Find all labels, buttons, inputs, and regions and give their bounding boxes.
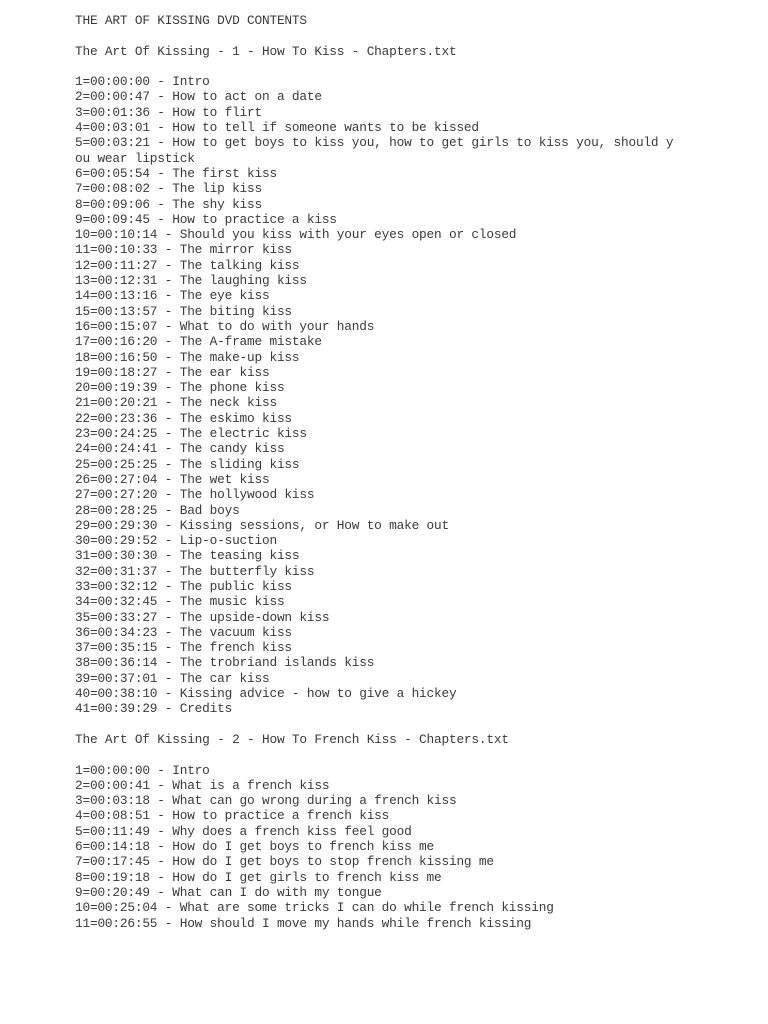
chapter-line: 19=00:18:27 - The ear kiss [75, 364, 270, 380]
chapter-line: 36=00:34:23 - The vacuum kiss [75, 624, 292, 640]
chapter-line: 3=00:03:18 - What can go wrong during a french kiss [75, 793, 457, 809]
chapter-line: 34=00:32:45 - The music kiss [75, 594, 285, 610]
chapter-line: ou wear lipstick [75, 150, 195, 166]
chapter-line: 40=00:38:10 - Kissing advice - how to give a hickey [75, 686, 457, 702]
chapter-line: 11=00:26:55 - How should I move my hands while french kissing [75, 915, 532, 931]
chapter-line: 9=00:20:49 - What can I do with my tongue [75, 884, 382, 900]
chapter-line: 39=00:37:01 - The car kiss [75, 670, 270, 686]
chapter-line: 8=00:19:18 - How do I get girls to french kiss me [75, 869, 442, 885]
blank-line [75, 717, 748, 732]
blank-line [75, 747, 748, 762]
chapter-line: 6=00:14:18 - How do I get boys to french kiss me [75, 839, 435, 855]
chapter-line: 5=00:11:49 - Why does a french kiss feel good [75, 823, 412, 839]
chapter-line: 8=00:09:06 - The shy kiss [75, 196, 262, 212]
chapter-line: 10=00:10:14 - Should you kiss with your eyes open or closed [75, 227, 517, 243]
chapter-line: 14=00:13:16 - The eye kiss [75, 288, 270, 304]
chapter-line: 28=00:28:25 - Bad boys [75, 502, 240, 518]
chapter-line: 30=00:29:52 - Lip-o-suction [75, 533, 277, 549]
chapter-line: 29=00:29:30 - Kissing sessions, or How to make out [75, 517, 449, 533]
chapter-line: 31=00:30:30 - The teasing kiss [75, 548, 300, 564]
section-heading: The Art Of Kissing - 2 - How To French Kiss - Chapters.txt [75, 731, 509, 747]
chapter-line: 25=00:25:25 - The sliding kiss [75, 456, 300, 472]
chapter-line: 35=00:33:27 - The upside-down kiss [75, 609, 330, 625]
chapter-list [75, 74, 748, 716]
chapter-line: 23=00:24:25 - The electric kiss [75, 426, 307, 442]
document-title: THE ART OF KISSING DVD CONTENTS [75, 13, 307, 28]
chapter-list [75, 763, 748, 931]
chapter-line: 2=00:00:47 - How to act on a date [75, 89, 322, 105]
chapter-line: 26=00:27:04 - The wet kiss [75, 471, 270, 487]
chapter-line: 37=00:35:15 - The french kiss [75, 640, 292, 656]
chapter-line: 10=00:25:04 - What are some tricks I can do while french kissing [75, 900, 554, 916]
blank-line [75, 28, 748, 43]
chapter-line: 3=00:01:36 - How to flirt [75, 104, 262, 120]
chapter-line: 21=00:20:21 - The neck kiss [75, 395, 277, 411]
chapter-line: 27=00:27:20 - The hollywood kiss [75, 487, 315, 503]
chapter-line: 33=00:32:12 - The public kiss [75, 578, 292, 594]
chapter-line: 4=00:03:01 - How to tell if someone wants to be kissed [75, 120, 479, 136]
chapter-line: 11=00:10:33 - The mirror kiss [75, 242, 292, 258]
section-heading: The Art Of Kissing - 1 - How To Kiss - Chapters.txt [75, 43, 457, 59]
chapter-line: 4=00:08:51 - How to practice a french kiss [75, 808, 390, 824]
chapter-line: 15=00:13:57 - The biting kiss [75, 303, 292, 319]
chapter-line: 7=00:08:02 - The lip kiss [75, 181, 262, 197]
chapter-line: 6=00:05:54 - The first kiss [75, 165, 277, 181]
chapter-line: 38=00:36:14 - The trobriand islands kiss [75, 655, 375, 671]
chapter-line: 17=00:16:20 - The A-frame mistake [75, 334, 322, 350]
chapter-line: 16=00:15:07 - What to do with your hands [75, 318, 375, 334]
chapter-line: 12=00:11:27 - The talking kiss [75, 257, 300, 273]
chapter-line: 1=00:00:00 - Intro [75, 74, 210, 90]
blank-line [75, 59, 748, 74]
chapter-line: 1=00:00:00 - Intro [75, 762, 210, 778]
chapter-line: 9=00:09:45 - How to practice a kiss [75, 211, 337, 227]
chapter-line: 2=00:00:41 - What is a french kiss [75, 777, 330, 793]
chapter-line: 32=00:31:37 - The butterfly kiss [75, 563, 315, 579]
chapter-line: 7=00:17:45 - How do I get boys to stop french kissing me [75, 854, 494, 870]
chapter-line: 22=00:23:36 - The eskimo kiss [75, 410, 292, 426]
chapter-line: 24=00:24:41 - The candy kiss [75, 441, 285, 457]
chapter-line: 41=00:39:29 - Credits [75, 701, 233, 717]
chapter-line: 5=00:03:21 - How to get boys to kiss you, how to get girls to kiss you, should y [75, 135, 674, 151]
chapter-line: 20=00:19:39 - The phone kiss [75, 380, 285, 396]
chapter-line: 18=00:16:50 - The make-up kiss [75, 349, 300, 365]
chapter-line: 13=00:12:31 - The laughing kiss [75, 273, 307, 289]
